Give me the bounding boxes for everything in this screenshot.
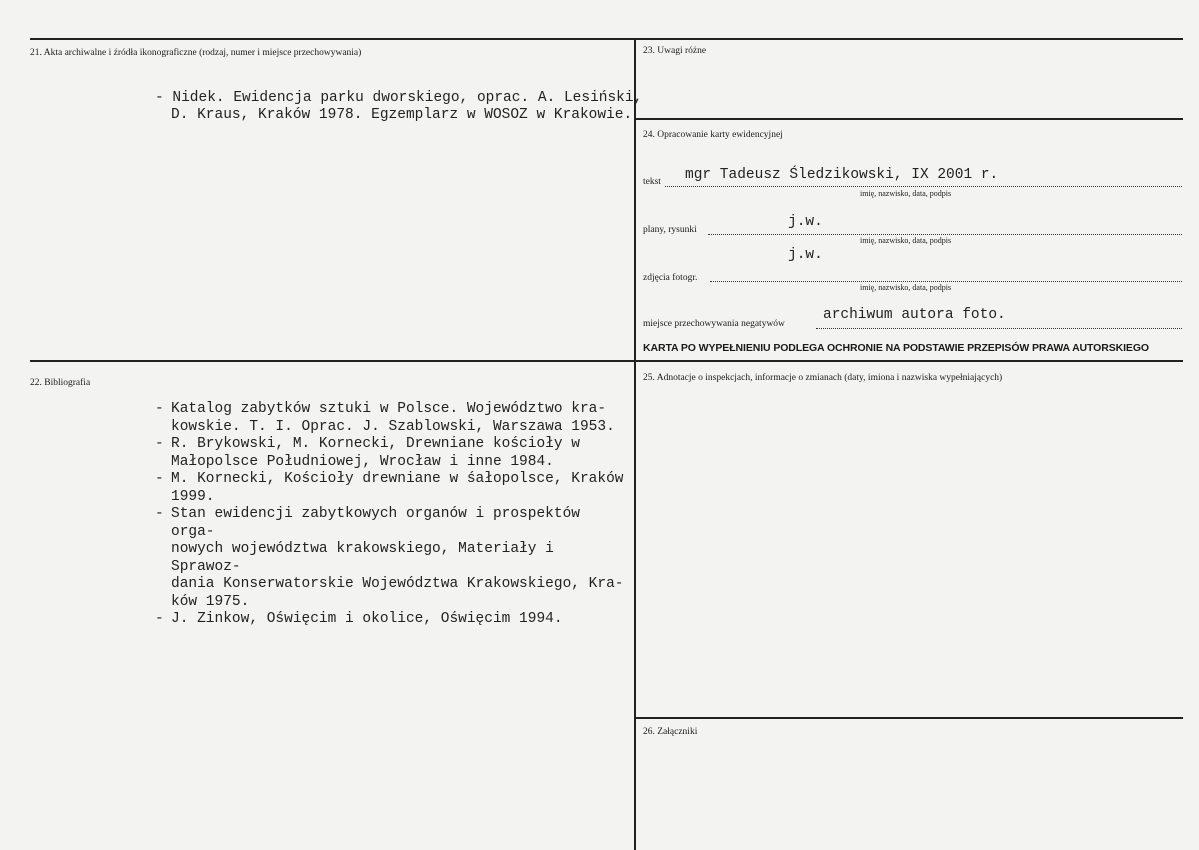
miejsce-dotted-line (816, 328, 1182, 329)
miejsce-label: miejsce przechowywania negatywów (643, 319, 785, 329)
list-item: - Stan ewidencji zabytkowych organów i prospektów orga- nowych województwa krakowskiego, Materiały i Sprawoz- dania Konserwatorskie Województwa Krakowskiego, Kra- ków 1975. (155, 506, 624, 610)
miejsce-value: archiwum autora foto. (823, 307, 1006, 323)
tekst-value: mgr Tadeusz Śledzikowski, IX 2001 r. (685, 167, 999, 183)
list-item: - J. Zinkow, Oświęcim i okolice, Oświęcim 1994. (155, 611, 563, 627)
zdjecia-dotted-line (710, 281, 1182, 282)
tekst-caption: imię, nazwisko, data, podpis (860, 189, 952, 198)
zdjecia-label: zdjęcia fotogr. (643, 273, 698, 283)
plany-value: j.w. (788, 214, 823, 230)
zdjecia-caption: imię, nazwisko, data, podpis (860, 283, 952, 292)
tekst-dotted-line (665, 186, 1182, 187)
section-21-line-2: D. Kraus, Kraków 1978. Egzemplarz w WOSOZ w Krakowie. (171, 107, 633, 123)
plany-caption: imię, nazwisko, data, podpis (860, 236, 952, 245)
list-item: - Katalog zabytków sztuki w Polsce. Województwo kra- kowskie. T. I. Oprac. J. Szablowski, Warszawa 1953. (155, 401, 615, 435)
section-25-26-divider (636, 717, 1183, 719)
section-21-line-1: - Nidek. Ewidencja parku dworskiego, oprac. A. Lesiński, (155, 90, 643, 106)
section-25-label: 25. Adnotacje o inspekcjach, informacje o zmianach (daty, imiona i nazwiska wypełniających) (643, 373, 1003, 383)
zdjecia-value: j.w. (788, 247, 823, 263)
center-divider (634, 38, 636, 850)
section-23-label: 23. Uwagi różne (643, 46, 707, 56)
copyright-notice: KARTA PO WYPEŁNIENIU PODLEGA OCHRONIE NA PODSTAWIE PRZEPISÓW PRAWA AUTORSKIEGO (643, 342, 1149, 354)
plany-dotted-line (708, 234, 1182, 235)
section-26-label: 26. Załączniki (643, 727, 698, 737)
section-24-label: 24. Opracowanie karty ewidencyjnej (643, 130, 783, 140)
section-23-24-divider (636, 118, 1183, 120)
list-item: - M. Kornecki, Kościoły drewniane w śałopolsce, Kraków 1999. (155, 471, 624, 505)
section-21-label: 21. Akta archiwalne i źródła ikonograficzne (rodzaj, numer i miejsce przechowywania) (30, 48, 362, 58)
top-border (30, 38, 1183, 40)
middle-border (30, 360, 1183, 362)
tekst-label: tekst (643, 177, 661, 187)
plany-label: plany, rysunki (643, 225, 697, 235)
bibliography-list (155, 401, 625, 629)
section-22-label: 22. Bibliografia (30, 378, 91, 388)
list-item: - R. Brykowski, M. Kornecki, Drewniane kościoły w Małopolsce Południowej, Wrocław i inne 1984. (155, 436, 580, 470)
